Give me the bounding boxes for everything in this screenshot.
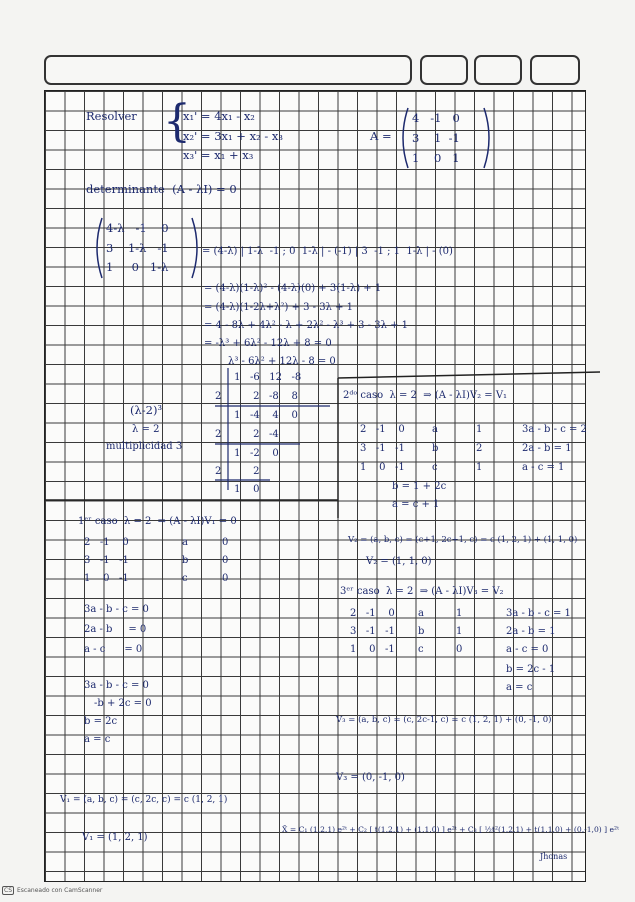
case3-title: 3ᵉʳ caso λ = 2 ⇒ (A - λI)V₃ = V₂ [340,586,504,597]
det-step-2: = (4-λ)(1-2λ+λ²) + 3 - 3λ + 1 [204,302,354,313]
system-left-brace: { [163,96,191,147]
case3-rhs-1: 1 [456,608,463,619]
case3-rhs-3: 0 [456,644,463,655]
case2-matrix-row-2: 3 -1 -1 [360,443,405,454]
case3-matrix-row-1: 2 -1 0 [350,608,395,619]
det-matrix-row-1: 4-λ -1 0 [106,221,169,235]
case3-matrix-row-3: 1 0 -1 [350,644,395,655]
case2-sol-2: a = c + 1 [392,499,440,510]
case3-matrix-row-2: 3 -1 -1 [350,626,395,637]
case1-sol-2: a = c [84,734,111,745]
case1-matrix-row-2: 3 -1 -1 [84,555,129,566]
case1-zero-3: 0 [222,573,229,584]
case3-eq-3: a - c = 0 [506,644,549,655]
case2-title: 2ᵈᵒ caso λ = 2 ⇒ (A - λI)V₂ = V₁ [343,390,508,401]
matrix-a-row-3: 1 0 1 [412,151,460,165]
matrix-a-row-2: 3 1 -1 [412,131,460,145]
case1-eq-2: 2a - b = 0 [84,624,147,635]
case1-matrix-row-1: 2 -1 0 [84,537,129,548]
det-step-1: = (4-λ)(1-λ)² - (4-λ)(0) + 3(1-λ) + 1 [204,283,382,294]
header-box-2 [474,55,522,85]
det-matrix-row-2: 3 1-λ -1 [106,241,169,255]
ruffini-row-3: 1 -4 4 0 [215,410,298,421]
case3-eq-1: 3a - b - c = 1 [506,608,571,619]
determinant-title: determinante (A - λI) = 0 [86,182,237,196]
case1-vec-c: c [182,573,188,584]
header-box-1 [420,55,468,85]
case3-eq-2: 2a - b = 1 [506,626,556,637]
case2-vec-b: b [432,443,439,454]
case1-vec-b: b [182,555,189,566]
camscanner-text: Escaneado con CamScanner [17,887,103,894]
case2-rhs-3: 1 [476,462,483,473]
case2-eq-3: a - c = 1 [522,462,565,473]
resolver-label: Resolver [86,109,137,123]
case2-matrix-row-1: 2 -1 0 [360,424,405,435]
ruffini-multiplicity: multiplicidad 3 [106,441,183,452]
scanner-footer [2,886,102,895]
case3-vec-b: b [418,626,425,637]
case1-eq-3: a - c = 0 [84,644,143,655]
case2-sol-1: b = 1 + 2c [392,481,447,492]
ruffini-row-4: 2 2 -4 [215,429,279,440]
det-step-3: = 4 - 8λ + 4λ² - λ + 2λ² - λ³ + 3 - 3λ + 1 [204,320,409,331]
camscanner-badge: CS [4,887,12,894]
system-eq-2: x₂' = 3x₁ + x₂ - x₃ [183,129,283,143]
header-box-name [44,55,412,85]
ruffini-row-6: 2 2 [215,466,260,477]
matrix-a-row-1: 4 -1 0 [412,111,460,125]
matrix-a-label: A = [370,129,392,143]
case1-reduced-2: -b + 2c = 0 [94,698,152,709]
case1-eq-1: 3a - b - c = 0 [84,604,149,615]
ruffini-row-1: 1 -6 12 -8 [215,372,302,383]
det-step-4: = -λ³ + 6λ² - 12λ + 8 = 0 [204,338,332,349]
case1-title: 1ᵉʳ caso λ = 2 ⇒ (A - λI)V₁ = 0 [78,516,237,527]
ruffini-lambda: λ = 2 [132,424,160,435]
ruffini-factor: (λ-2)³ [130,403,163,417]
case1-zero-1: 0 [222,537,229,548]
case3-sol-2: a = c [506,682,533,693]
case1-matrix-row-3: 1 0 -1 [84,573,129,584]
case3-vec-a: a [418,608,424,619]
signature: Jhonas [540,852,568,861]
ruffini-row-2: 2 2 -8 8 [215,391,298,402]
det-matrix-row-3: 1 0 1-λ [106,260,169,274]
case2-v2: V₂ = (a, b, c) = (c+1, 2c+1, c) = c (1, 2, 1) + (1, 1, 0) [348,535,578,545]
case2-vec-c: c [432,462,438,473]
system-eq-3: x₃' = x₁ + x₃ [183,148,254,162]
case3-vec-c: c [418,644,424,655]
case3-sol-1: b = 2c - 1 [506,664,556,675]
case3-rhs-2: 1 [456,626,463,637]
case2-eq-1: 3a - b - c = 2 [522,424,587,435]
ruffini-row-5: 1 -2 0 [215,448,279,459]
case1-sol-1: b = 2c [84,716,118,727]
general-solution: X̄ = C₁ (1,2,1) e²ᵗ + C₂ [ t(1,2,1) + (1,1,0) ] e²ᵗ + C₃ [ ½t²(1,2,1) + t(1,1,0) + (0,-1,0) ] e²ᵗ [282,825,619,834]
case2-eq-2: 2a - b = 1 [522,443,572,454]
ruffini-row-7: 1 0 [215,484,260,495]
system-eq-1: x₁' = 4x₁ - x₂ [183,109,255,123]
case1-zero-2: 0 [222,555,229,566]
grid-paper [44,90,586,882]
case2-vec-a: a [432,424,438,435]
det-step-5: λ³ - 6λ² + 12λ - 8 = 0 [228,356,336,367]
case1-vec-a: a [182,537,188,548]
case2-v2-final: V₂ = (1, 1, 0) [366,556,432,567]
case2-matrix-row-3: 1 0 -1 [360,462,405,473]
case3-v3: V₃ = (a, b, c) = (c, 2c-1, c) = c (1, 2, 1) + (0, -1, 0) [336,715,552,725]
case1-v1: V₁ = (a, b, c) = (c, 2c, c) = c (1, 2, 1) [60,795,228,805]
case3-v3-final: V₃ = (0, -1, 0) [336,772,405,783]
case2-rhs-2: 2 [476,443,483,454]
case1-reduced-1: 3a - b - c = 0 [84,680,149,691]
case2-rhs-1: 1 [476,424,483,435]
case1-v1-final: V₁ = (1, 2, 1) [82,832,148,843]
det-expansion: = (4-λ) | 1-λ -1 ; 0 1-λ | - (-1) | 3 -1 ; 1 1-λ | - (0) [202,246,453,257]
header-box-3 [530,55,580,85]
